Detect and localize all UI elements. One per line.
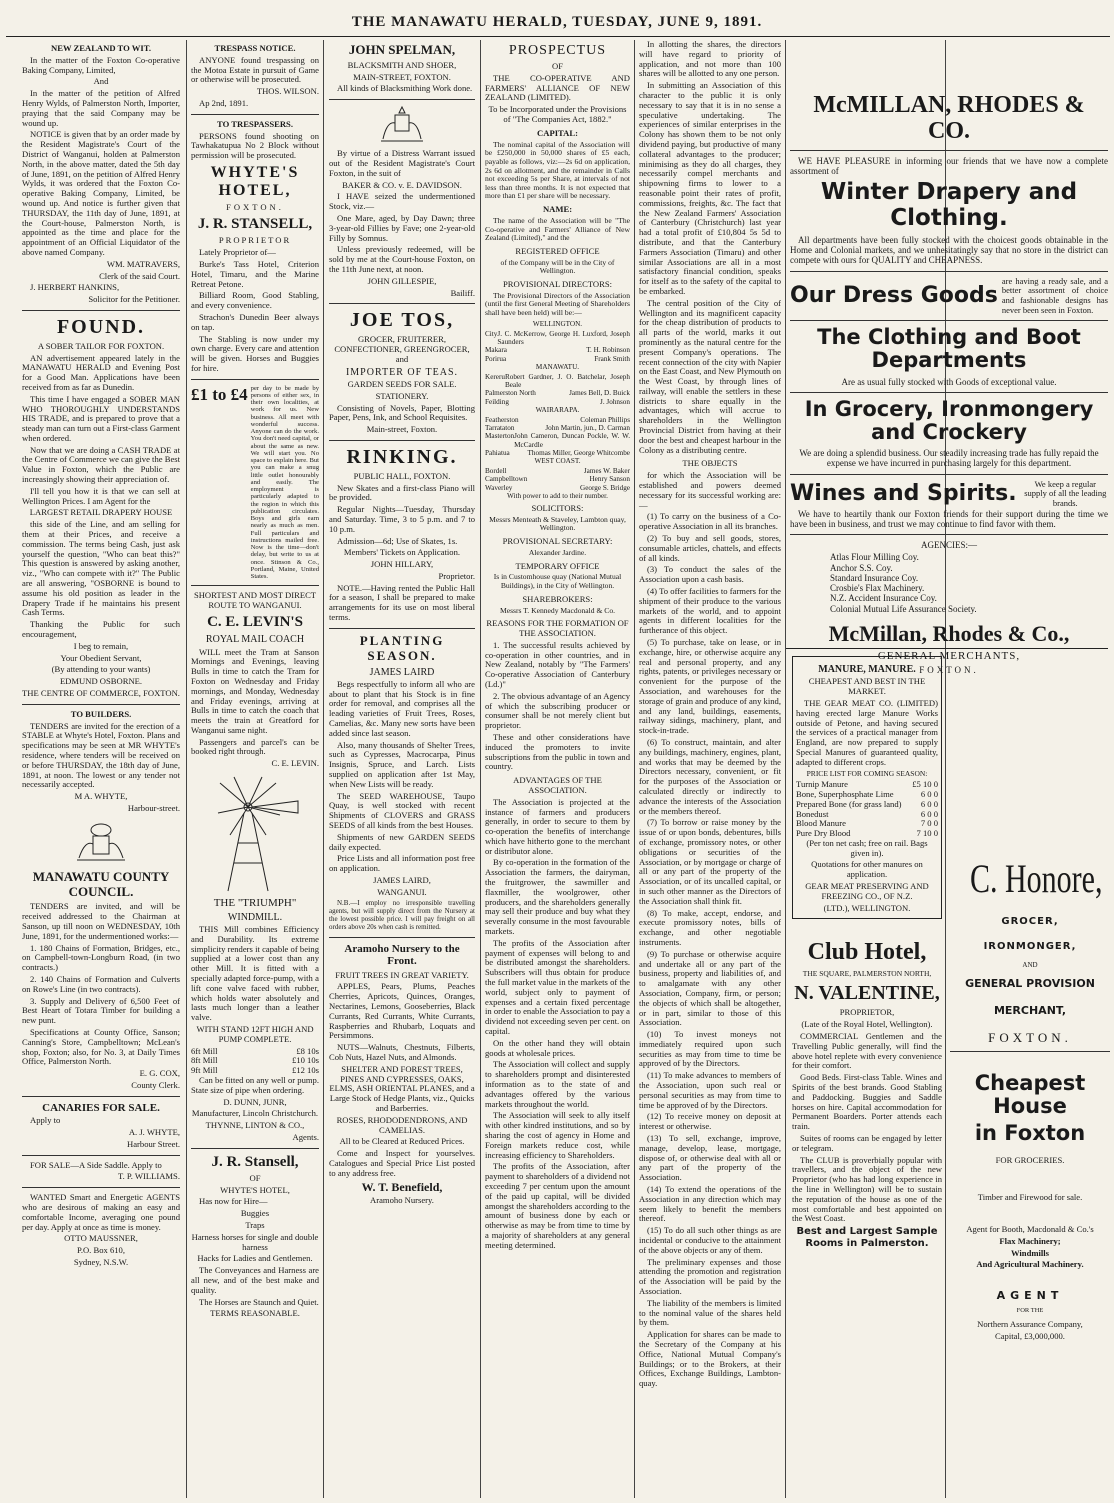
secretary-text: Alexander Jardine. [528,547,587,557]
rinking-text: Members' Tickets on Application. [343,547,461,558]
club-text: Suites of rooms can be engaged by letter or telegram. [792,1132,942,1153]
brokers-heading: SHAREBROKERS: [522,593,593,604]
objects-intro: for which the Association will be established and powers deemed necessary for its successful working are:— [639,470,781,510]
director-row: Campbelltown Henry Sanson [485,475,630,484]
agent-heading: AGENT [996,1289,1064,1303]
rinking-text: New Skates and a first-class Piano will be provided. [329,482,475,503]
honore-heading: C. Honore, [970,856,1103,901]
timber-line: Timber and Firewood for sale. [977,1192,1083,1203]
aramoho-signature: Aramoho Nursery. [370,1195,434,1206]
canaries-signature: Harbour Street. [127,1138,180,1149]
cheapest-line1: Cheapest House [974,1071,1086,1119]
name-heading: NAME: [542,204,573,215]
laird-text: Price Lists and all information post free on application. [329,853,475,874]
gear-signature: (LTD.), WELLINGTON. [823,902,911,913]
canaries-heading: CANARIES FOR SALE. [42,1101,160,1114]
dress-goods [790,277,1108,316]
column-5 [639,40,781,1498]
rinking-signature: Proprietor. [438,570,475,581]
price-list-heading: PRICE LIST FOR COMING SEASON: [806,768,928,778]
found-signature: Your Obedient Servant, [60,652,142,663]
office-heading: REGISTERED OFFICE [515,245,600,256]
prospectus-cont: The central position of the City of Wellington and its magnificent capacity for the cheap distribution of products to all parts of the world, marks it out prominently as the natural centre for the present Company's operations. The recent connection of the city with Napier on the East Coast, and New Plymouth on the West Coast, by through lines of railway, will enable the settlers in these districts to share equally in the advantages, which will accrue to shareholders in the Wellington Provincial District from having at their door the best and cheapest harbour in the Colony as a distributing centre. [639,297,781,455]
director-row: Feilding J. Johnson [485,397,630,406]
honore-line: MERCHANT, [993,1003,1067,1017]
stansell2-item: Traps [245,1220,265,1231]
capital-text: The nominal capital of the Association will be £250,000 in 50,000 shares of £5 each, payable as follows, viz:—2s 6d on application, 2s 6d on allotment, and the remainder in Calls not exceeding 5s per Share, at intervals of not less than three months. It is not expected that more than £1 per share will be necessary. [485,139,630,201]
prospectus-cont: The liability of the members is limited to the nominal value of the shares held by them. [639,1297,781,1328]
stansell2-subheading: WHYTE'S HOTEL, [220,1184,290,1195]
object-item: (14) To extend the operations of the Association in any direction which may seem likely to benefit the members thereof. [639,1184,781,1224]
stansell-text: Billiard Room, Good Stabling, and every convenience. [191,290,319,311]
aramoho-text: SHELTER AND FOREST TREES, PINES AND CYPRESSES, OAKS, ELMS, ASH ORIENTAL PLANES, and a Large Stock of Hedge Plants, viz., Quicks and Barberries. [329,1063,475,1113]
aramoho-signature: W. T. Benefield, [361,1179,443,1194]
wines-heading: Wines and Spirits. [790,481,1017,507]
levin-body: Passengers and parcel's can be booked right through. [191,736,319,757]
director-row: Porirua Frank Smith [485,354,630,363]
notice-signature: Solicitor for the Petitioner. [88,294,180,305]
agency-item: Standard Insurance Coy. [830,572,919,583]
warrant-body: By virtue of a Distress Warrant issued out of the Resident Magistrate's Court Foxton, in the suit of [329,148,475,178]
tos-text: GARDEN SEEDS FOR SALE. [347,378,457,389]
stansell-proprietor: PROPRIETOR [218,235,292,246]
stansell2-item: Buggies [240,1208,270,1219]
notice-signature: WM. MATRAVERS, [106,258,180,269]
object-item: (10) To invest moneys not immediately required upon such securities as may from time to time be approved of by the Directors. [639,1029,781,1069]
wines-text: We keep a regular supply of all the leading brands. [1024,478,1107,508]
wanted-signature: P.O. Box 610, [77,1245,125,1256]
object-item: (4) To offer facilities to farmers for the shipment of their produce to the various markets of the world, and to appoint agents in different localities for the furtherance of this object. [639,586,781,636]
saddle-body: FOR SALE—A Side Saddle. Apply to [30,1159,162,1170]
found-paragraph: I'll tell you how it is that we can sell at Wellington Prices. I am Agent for the [22,485,180,506]
manure-text: THE GEAR MEAT CO. (LIMITED) having erected large Manure Works outside of Petone, and having secured the services of a practical manager from England, are now prepared to supply Special Manures of guaranteed quality, adapted to different crops. [796,697,938,767]
warrant-body: Unless previously redeemed, will be sold by me at the Court-house Foxton, on the 11th June next, at noon. [329,244,475,274]
mcmillan-footer-sub: GENERAL MERCHANTS, [877,650,1021,662]
aramoho-text: All to be Cleared at Reduced Prices. [339,1136,465,1147]
aramoho-text: Come and Inspect for yourselves. Catalogues and Special Price List posted to any address free. [329,1148,475,1178]
solicitors-text: Messrs Menteath & Staveley, Lambton quay, Wellington. [489,514,626,533]
manure-price-row: Prepared Bone (for grass land) 6 0 0 [796,798,938,809]
price-row: 8ft Mill £10 10s [191,1055,319,1066]
club-footer: Best and Largest Sample Rooms in Palmerston. [796,1226,938,1249]
triumph-stand: WITH STAND 12FT HIGH AND PUMP COMPLETE. [196,1023,314,1044]
triumph-subheading: WINDMILL. [227,911,283,923]
manure-price-row: Pure Dry Blood 7 10 0 [796,828,938,839]
builders-heading: TO BUILDERS. [70,708,132,719]
mcmillan-heading: McMILLAN, RHODES & CO. [813,92,1085,145]
director-row: Pahiatua Thomas Miller, George Whitcombe [485,448,630,457]
director-row: Featherston Coleman Phillips [485,416,630,424]
rinking-subheading: PUBLIC HALL, FOXTON. [353,470,451,481]
warrant-body: I HAVE seized the undermentioned Stock, viz.— [329,191,475,212]
found-subheading: A SOBER TAILOR FOR FOXTON. [37,340,165,351]
trespass-date: Ap 2nd, 1891. [199,97,249,108]
directors-heading: PROVISIONAL DIRECTORS: [502,279,613,289]
coat-of-arms-icon [71,818,131,866]
wines-advert [790,480,1108,509]
laird-signature: JAMES LAIRD, [373,875,431,886]
warrant-suit: BAKER & CO. v. E. DAVIDSON. [342,179,462,190]
advantages-text: The Association will seek to ally itself with other kindred institutions, and so by sharing the cost of agency in Home and Foreign markets reduce cost, while increasing efficiency to Shareholders. [485,1110,630,1160]
dress-text: are having a ready sale, and a better assortment of choice and fashionable designs has never been seen in Foxton. [1001,275,1108,315]
council-item: 3. Supply and Delivery of 6,500 Feet of Best Heart of Totara Timber for building a new punt. [22,995,180,1026]
council-item: 1. 180 Chains of Formation, Bridges, etc., on Campbell-town-Longburn Road, (in two contracts.) [22,942,180,973]
club-text: The CLUB is proverbially popular with travellers, and the object of the new Proprietor (who has had long experience in the line in Wellington) will be to sustain the reputation of the house as one of the most comfortable and best appointed on the West Coast. [792,1154,942,1224]
cheapest-groceries: FOR GROCERIES. [995,1154,1065,1165]
object-item: (15) To do all such other things as are incidental or conducive to the attainment of the above objects or any of them. [639,1225,781,1255]
advantages-text: The profits of the Association, after payment to shareholders of a dividend not exceeding 7 per centum upon the amount of the paid up capital, will be divided amongst the shareholders according to the amount of business done by each or otherwise as may be from time to time by a majority of shareholders at any general meeting determined. [485,1161,630,1250]
warrant-signature: Bailiff. [450,287,475,298]
found-signature: EDMUND OSBORNE. [59,676,143,687]
northern-assurance: Northern Assurance Company, [977,1319,1083,1330]
directors-list: WELLINGTON. City J. C. McKerrow, George H. Luxford, Joseph Saunders Makara T. H. Robinson Porirua Frank Smith MANAWATU. Kereru Robert Gardner, J. O. Batchelar, Joseph Beale Palmerston North James Bell, D. Buick Feilding J. Johnson WAIRARAPA. Featherston Coleman Phillips Tarrataton John Martin, jun., D. Carman Masterton John Cameron, Duncan Pockle, W. W. McCardle Pahiatua Thomas Miller, George Whitcombe WEST COAST. Bordell James W. Baker Campbelltown Henry Sanson Waverley George S. Bridge With power to add to their number. [485,319,630,500]
found-paragraph: this side of the Line, and am selling for them at their Prices, and receive a commission. The terms being Cash, just ask yourself the question, "Who can beat this?" This question is answered by asking another, viz., "Who can compete with it?" The Public are all answering, "OSBORNE is bound to assume his old position as leader in the Drapery Trade if he maintains his present Cash Terms. [22,519,180,618]
wanted-signature: OTTO MAUSSNER, [64,1233,138,1244]
stansell-text: Lately Proprietor of— [199,247,276,258]
for-the: FOR THE [1016,1306,1044,1314]
column-rule [186,40,187,1498]
honore-town: FOXTON. [988,1030,1072,1046]
grocery-text: We are doing a splendid business. Our steadily increasing trade has fully repaid the expense we have incurred in purchasing largely for this department. [799,448,1099,469]
levin-signature: C. E. LEVIN. [271,758,319,769]
club-late: (Late of the Royal Hotel, Wellington). [801,1019,933,1030]
object-item: (13) To sell, exchange, improve, manage, develop, lease, mortgage, dispose of, or otherwise deal with all or any part of the property of the Association. [639,1133,781,1183]
found-largest: LARGEST RETAIL DRAPERY HOUSE [29,507,173,518]
spelman-subheading: BLACKSMITH AND SHOER, [347,59,457,70]
director-row: Masterton John Cameron, Duncan Pockle, W. W. McCardle [485,432,630,449]
grocery-heading: In Grocery, Ironmongery and Crockery [804,396,1094,444]
tos-text: IMPORTER OF TEAS. [345,366,459,378]
stansell2-text: Has now for Hire— [199,1196,268,1207]
prospectus-cont: In allotting the shares, the directors will have regard to priority of application, and not more than 100 shares will be allotted to any one person. [639,39,781,79]
stansell-text: The Stabling is now under my own charge. Every care and attention will be given. Horses and Buggies for hire. [191,333,319,373]
reasons-text: These and other considerations have induced the promoters to invite subscriptions from the public in town and country. [485,731,630,772]
dress-heading: Our Dress Goods [790,283,998,309]
notice-heading: NEW ZEALAND TO WIT. [51,43,151,53]
object-item: (3) To conduct the sales of the Association upon a cash basis. [639,564,781,585]
whyte-hotel-town: FOXTON. [226,202,284,213]
column-rule [634,40,635,1498]
club-text: Good Beds. First-class Table. Wines and Spirits of the best brands. Good Stabling and Paddocking. Buggies and Saddle horses on hire. Capital accommodation for Permanent Boarders. Porter attends each train. [792,1072,942,1132]
cheapest-line2: in Foxton [974,1121,1086,1146]
object-item: (6) To construct, maintain, and alter any buildings, machinery, engines, plant, and works that may be deemed by the Directors necessary, convenient, or fit for the purposes of the Association or calculated directly or indirectly to advance the interests of the Association or the members thereof. [639,736,781,816]
aramoho-text: APPLES, Pears, Plums, Peaches Cherries, Apricots, Quinces, Oranges, Nectarines, Lemons, Gooseberries, Black Currants, Red Currants, White Currants, Raspberries and Rhubarb, Loquats and Persimmons. [329,981,475,1041]
planting-heading: PLANTING SEASON. [359,632,445,663]
laird-text: Begs respectfully to inform all who are about to plant that his Stock is in fine order for removal, and comprises all the leading varieties of Fruit Trees, Roses, Camelias, &c. Many new sorts have been added since last season. [329,678,475,738]
stansell-text: Burke's Tass Hotel, Criterion Hotel, Timaru, and the Marine Retreat Petone. [191,258,319,289]
stansell2-text: The Conveyances and Harness are all new, and of the best make and quality. [191,1265,319,1295]
council-item: 2. 140 Chains of Formation and Culverts on Rowe's Line (in two contracts). [22,973,180,994]
director-row: Kereru Robert Gardner, J. O. Batchelar, Joseph Beale [485,372,630,390]
whyte-hotel-heading: WHYTE'S HOTEL, [210,163,300,200]
rinking-note: NOTE.—Having rented the Public Hall for a season, I shall be prepared to make arrangements for its use on most liberal terms. [329,582,475,623]
trespass-signature: THOS. WILSON. [256,86,319,97]
directors-text: The Provisional Directors of the Association (until the first General Meeting of Shareholders shall have been held) will be:— [485,290,630,318]
capital-heading: CAPITAL: [537,127,578,138]
spelman-heading: JOHN SPELMAN, [348,42,456,57]
office-text: of the Company will be in the City of Wellington. [500,257,615,276]
advantages-text: On the other hand they will obtain goods at wholesale prices. [485,1037,630,1058]
director-row: Waverley George S. Bridge [485,483,630,492]
stansell2-item: Hacks for Ladies and Gentlemen. [197,1253,313,1264]
laird-signature: WANGANUI. [377,886,427,897]
stansell2-text: The Horses are Staunch and Quiet. [199,1296,319,1307]
object-item: (1) To carry on the business of a Co-operative Association in all its branches. [639,511,781,532]
aramoho-subheading: FRUIT TREES IN GREAT VARIETY. [335,969,469,980]
found-paragraph: Thanking the Public for such encouragement, [22,619,180,640]
masthead: THE MANAWATU HERALD, TUESDAY, JUNE 9, 1891. [351,14,763,30]
reasons-text: 2. The obvious advantage of an Agency of which the subscribing producer or consumer shall be not merely client but proprietor. [485,690,630,731]
tos-text: Consisting of Novels, Paper, Blotting Paper, Pens, Ink, and School Requisites. [329,402,475,423]
agency-item: Anchor S.S. Coy. [830,562,893,573]
manure-subheading: CHEAPEST AND BEST IN THE MARKET. [808,676,926,697]
notice-matter: In the matter of the Foxton Co-operative Baking Company, Limited, [22,54,180,75]
warrant-signature: JOHN GILLESPIE, [367,275,437,286]
rinking-signature: JOHN HILLARY, [370,559,434,570]
tos-text: STATIONERY. [375,390,429,401]
column-rule [785,40,786,1498]
masthead-rule [6,36,1110,37]
brokers-text: Messrs T. Kennedy Macdonald & Co. [499,605,616,615]
advantages-text: The profits of the Association after payment of expenses will belong to and be distributed amongst the shareholders. Subscribers will thus obtain for produce the full market value in the markets of the world, subject only to payment of expenses and a certain fixed percentage in order to enable the Association to pay a dividend not exceeding seven per cent. on capital. [485,937,630,1037]
director-row: Bordell James W. Baker [485,467,630,476]
money-advert [191,385,319,581]
temp-office-text: Is in Customhouse quay (National Mutual Buildings), in the City of Wellington. [493,572,622,591]
triumph-signature: D. DUNN, JUNR, [223,1096,287,1107]
aramoho-heading: Aramoho Nursery to the Front. [344,942,460,968]
solicitors-heading: SOLICITORS: [531,503,584,514]
advantages-text: The Association is projected at the instance of farmers and producers generally, in order to secure to them by co-operation the benefits of interchange which have hitherto gone to the merchant or distributor alone. [485,796,630,856]
winter-heading: Winter Drapery and Clothing. [820,179,1078,231]
prospectus-cont: In submitting an Association of this character to the public it is only necessary to say that it is in no sense a speculative undertaking. The experiences of similar enterprises in the Colony has shown them to be not only dividend paying, but productive of many collateral advantages to the producer; minimising as they do all charges, they necessarily compel merchants and shipowning firms to lower to a reasonable point their rates of profit, commissions, freights, &c. The fact that the New Zealand Farmers' Association of Canterbury (Christchurch) last year had a total profit of £10,804 5s 5d to distribute, and that the Canterbury Farmers Association (Timaru) and other similar Associations are all in a most satisfactory financial condition, speaks for itself as to the safety of the capital to be embarked. [639,80,781,296]
triumph-body: THIS Mill combines Efficiency and Durability. Its extreme simplicity renders it capable of being supplied at a lower cost than any other Mill. It is fitted with a specially adapted force-pump, with a lift cone valve faced with rubber, which holds water absolutely and lasts much longer than a leather valve. [191,924,319,1023]
object-item: (5) To purchase, take on lease, or in exchange, hire, or otherwise acquire any real and personal property, and any rights, patents, or privileges necessary or convenient for the purpose of the Association, and warehouses for the storage of grain and produce of any kind, and any land, buildings, easements, railway sidings, machinery, plant, and stock-in-trade. [639,637,781,736]
trespass-heading: TRESPASS NOTICE. [214,43,296,53]
council-body: Specifications at County Office, Sanson; Canning's Store, Campbelltown; McLean's shop, Foxton; also, for No. 3, at Daily Times Office, Palmerston North. [22,1026,180,1067]
notice-and: And [93,76,109,87]
northern-capital: Capital, £3,000,000. [995,1331,1065,1342]
manure-heading: MANURE, MANURE. [818,664,916,675]
found-signature: THE CENTRE OF COMMERCE, FOXTON. [22,688,180,699]
stansell-text: Strachon's Dunedin Beer always on tap. [191,311,319,332]
object-item: (11) To make advances to members of the Association, upon such real or personal securities as may from time to time be approved of by the Directors. [639,1070,781,1110]
warrant-body: One Mare, aged, by Day Dawn; three 3-year-old Fillies by Fave; one 2-year-old Filly by Somnus. [329,212,475,243]
mcmillan-text: All departments have been fully stocked with the choicest goods obtainable in the Home and Colonial markets, and we unhesitatingly say that no store in the district can compete with ours for QUALITY and CHEAPNESS. [790,234,1108,266]
clothing-heading: The Clothing and Boot Departments [817,325,1081,373]
manure-box [792,656,942,919]
objects-heading: THE OBJECTS [682,458,738,469]
found-signature: I beg to remain, [73,640,129,651]
stansell-heading: J. R. STANSELL, [197,216,313,233]
manure-note: (Per ton net cash; free on rail. Bags given in). [806,837,928,858]
council-heading: MANAWATU COUNTY COUNCIL. [32,868,170,899]
found-paragraph: Now that we are doing a CASH TRADE at the Centre of Commerce we can give the Best Value in Foxton, which the Public are increasingly showing their appreciation of. [22,444,180,485]
notice-body: NOTICE is given that by an order made by the Resident Magistrate's Court of the District of Wanganui, holden at Palmerston North, in the above matter, dated the 5th day of June, 1891, on the petition of Alfred Henry Wylds, it was ordered that the Foxton Co-operative Baking Company, Limited, be wound up. And notice is further given that THURSDAY, the 11th day of June, 1891, at the Court-house, Palmerston North, is appointed as the time and place for the appointment of an Official Liquidator of the above named Company. [22,129,180,257]
object-item: (12) To receive money on deposit at interest or otherwise. [639,1111,781,1132]
object-item: (9) To purchase or otherwise acquire and undertake all or any part of the business, property and liabilities of, and to amalgamate with any other Association, Company, firm, or person; the objects of which shall be altogether, or in part, similar to those of this Association. [639,948,781,1028]
canaries-signature: A. J. WHYTE, [128,1127,180,1138]
saddle-signature: T. P. WILLIAMS. [118,1171,180,1182]
aramoho-text: NUTS—Walnuts, Chestnuts, Filberts, Cob Nuts, Hazel Nuts, and Almonds. [329,1042,475,1062]
agency-item: Colonial Mutual Life Assurance Society. [830,603,977,614]
laird-text: The SEED WAREHOUSE, Taupo Quay, is well stocked with recent Shipments of CLOVERS and GRASS SEEDS of all kinds from the best Houses. [329,790,475,831]
honore-line: GROCER, [1001,915,1059,927]
agent-booth: Agent for Booth, Macdonald & Co.'s [966,1224,1094,1235]
advantages-text: By co-operation in the formation of the Association the farmers, the dairyman, the fruitgrower, the sawmiller and flaxmiller, the woolgrower, other producers, and the shareholders generally may sell their produce and buy what they severally consume in the most favourable markets. [485,857,630,937]
wanted-signature: Sydney, N.S.W. [73,1257,129,1268]
honore-line: AND [1022,961,1038,970]
tos-text: GROCER, FRUITERER, CONFECTIONER, GREENGROCER, and [334,334,470,364]
prospectus-of: OF [552,60,563,71]
manure-price-row: Bonedust 6 0 0 [796,808,938,819]
gear-signature: GEAR MEAT PRESERVING AND FREEZING CO., OF N.Z. [805,881,929,901]
canaries-body: Apply to [30,1115,61,1126]
trespassers-body: PERSONS found shooting on Tawhakatupua No 2 Block without permission will be prosecuted. [191,130,319,161]
manure-price-row: Bone, Superphosphate Lime 6 0 0 [796,788,938,799]
agencies-heading: AGENCIES:— [921,540,977,551]
council-body: TENDERS are invited, and will be received addressed to the Chairman at Sanson, up till noon on WEDNESDAY, 10th June, 1891, for the undermentioned works:— [22,901,180,941]
aramoho-text: ROSES, RHODODENDRONS, AND CAMELIAS. [336,1114,468,1135]
builders-signature: M A. WHYTE, [74,791,128,802]
prospectus-cont: Application for shares can be made to the Secretary of the Company at his Office, National Mutual Company's Buildings; or to the Brokers, at their Offices, Exchange Buildings, Lambton-quay. [639,1329,781,1389]
price-row: 9ft Mill £12 10s [191,1065,319,1076]
honore-line: IRONMONGER, [983,940,1077,952]
notice-petition: In the matter of the petition of Alfred Henry Wylds, of Palmerston North, Importer, praying that the said Company may be wound up. [22,88,180,128]
agencies-list [790,552,1108,614]
column-2 [191,40,319,1498]
column-3 [329,40,475,1498]
column-rule [323,40,324,1498]
notice-signature: Clerk of the said Court. [99,270,180,281]
trespass-body: ANYONE found trespassing on the Motoa Estate in pursuit of Game or otherwise will be prosecuted. [191,54,319,85]
wanted-body: WANTED Smart and Energetic AGENTS who are desirous of making an easy and comfortable Income, averaging one pound per day. Apply at once as time is money. [22,1192,180,1232]
trespassers-heading: TO TRESPASSERS. [217,118,293,129]
spelman-body: All kinds of Blacksmithing Work done. [337,83,473,94]
column-7 [792,656,942,1496]
object-item: (2) To buy and sell goods, stores, consumable articles, chattels, and effects of all kinds. [639,533,781,563]
triumph-body: Can be fitted on any well or pump. State size of pipe when ordering. [191,1074,319,1095]
found-heading: FOUND. [56,315,146,338]
triumph-signature: Agents. [292,1131,319,1142]
advantages-heading: ADVANTAGES OF THE ASSOCIATION. [513,775,602,795]
rinking-text: Regular Nights—Tuesday, Thursday and Saturday. Time, 3 to 5 p.m. and 7 to 10 p.m. [329,504,475,534]
mcmillan-footer-heading: McMillan, Rhodes & Co., [828,620,1070,646]
club-hotel-heading: Club Hotel, [807,939,927,966]
agency-item: N.Z. Accident Insurance Coy. [830,593,937,604]
reasons-heading: REASONS FOR THE FORMATION OF THE ASSOCIATION. [486,618,629,638]
tos-heading: JOE TOS, [349,309,455,332]
director-row: Palmerston North James Bell, D. Buick [485,389,630,398]
money-headline: £1 to £4 [191,384,248,404]
rinking-text: Admission—6d; Use of Skates, 1s. [337,535,458,546]
rinking-heading: RINKING. [346,445,458,468]
spelman-address: MAIN-STREET, FOXTON. [353,71,451,82]
manure-note: Quotations for other manures on application. [811,859,923,880]
royal-arms-icon [377,105,427,145]
agent-item: Flax Machinery; [999,1235,1061,1246]
column-4 [485,40,630,1498]
object-item: (8) To make, accept, endorse, and execute promissory notes, bills of exchange, and other negotiable instruments. [639,907,781,947]
agency-item: Atlas Flour Milling Coy. [830,552,919,563]
triumph-heading: THE "TRIUMPH" [213,897,297,910]
manure-price-row: Blood Manure 7 0 0 [796,818,938,829]
laird-note: N.B.—I employ no irresponsible travelling agents, but will supply direct from the Nursery at the lowest possible price. I will pay freight on all orders above 20s when cash is remitted. [329,898,475,931]
found-signature: (By attending to your wants) [51,664,151,675]
name-text: The name of the Association will be "The Co-operative and Farmers' Alliance of New Zealand (Limited)," and the [485,215,630,243]
builders-signature: Harbour-street. [127,802,180,813]
column-1 [22,40,180,1498]
found-paragraph: This time I have engaged a SOBER MAN WHO THOROUGHLY UNDERSTANDS HIS TRADE, and is prepared to prove that a steady man can turn out a First-class Garment when ordered. [22,393,180,443]
mcmillan-text: WE HAVE PLEASURE in informing our friends that we have now a complete assortment of [790,155,1108,177]
triumph-price-list [191,1047,319,1076]
prospectus-cont: The preliminary expenses and those attending the promotion and registration of the Association will be paid by the Association. [639,1256,781,1297]
temp-office-heading: TEMPORARY OFFICE [515,560,600,571]
advantages-text: The Association will collect and supply to shareholders prompt and disinterested information as to the state of and advantages offered by the various markets throughout the world. [485,1059,630,1109]
secretary-heading: PROVISIONAL SECRETARY: [502,536,613,547]
clothing-text: Are as usual fully stocked with Goods of exceptional value. [841,376,1057,387]
laird-heading: JAMES LAIRD [369,666,435,678]
manure-price-row: Turnip Manure £5 10 0 [796,779,938,790]
triumph-signature: THYNNE, LINTON & CO., [205,1120,305,1131]
laird-text: Also, many thousands of Shelter Trees, such as Cypresses, Macrocarpa, Pinus Insignis, Spruce, and Larch. Lists supplied on application after 1st May, when New Lists will be ready. [329,739,475,789]
stansell2-terms: TERMS REASONABLE. [210,1308,300,1319]
object-item: (7) To borrow or raise money by the issue of or upon bonds, debentures, bills of exchange, promissory notes, or other obligations or securities of the Association, or by mortgage or charge of all or any part of the property of the Association, or of its uncalled capital, or in such other manner as the Directors of the Association shall think fit. [639,817,781,906]
prospectus-heading: PROSPECTUS [508,43,607,58]
section-rule [786,648,1108,649]
wines-body: We have to heartily thank our Foxton friends for their support during the time we have been in business, and trust we may continue to find favor with them. [790,508,1108,529]
tos-text: Main-street, Foxton. [366,424,438,435]
mcmillan-footer-town: FOXTON. [919,664,979,675]
stansell2-item: Harness horses for single and double harness [191,1231,319,1252]
director-row: Tarrataton John Martin, jun., D. Carman [485,424,630,433]
route-heading: SHORTEST AND MOST DIRECT ROUTE TO WANGANUI. [193,590,317,611]
windmill-icon [200,773,310,893]
honore-line: GENERAL PROVISION [965,977,1095,991]
builders-body: TENDERS are invited for the erection of a STABLE at Whyte's Hotel, Foxton. Plans and specifications may be seen at MR WHYTE's residence, where tenders will be received on or before THURSDAY, the 18th day of June, 1891, at noon. The lowest or any tender not necessarily accepted. [22,720,180,790]
manure-price-list [796,780,938,839]
agent-item: And Agricultural Machinery. [976,1259,1084,1270]
agency-item: Crosbie's Flax Machinery. [830,583,925,594]
director-row: City J. C. McKerrow, George H. Luxford, Joseph Saunders [485,329,630,347]
triumph-signature: Manufacturer, Lincoln Christchurch. [191,1108,319,1119]
prospectus-text: To be Incorporated under the Provisions of "The Companies Act, 1882." [488,104,627,124]
found-paragraph: AN advertisement appeared lately in the MANAWATU HERALD and Evening Post for a Good Man. Applications have been received from as far as Dunedin. [22,352,180,392]
council-signature: E. G. COX, [139,1068,180,1079]
levin-heading: C. E. LEVIN'S [207,614,303,631]
council-signature: County Clerk. [131,1079,180,1090]
agent-item: Windmills [1010,1247,1050,1258]
reasons-text: 1. The successful results achieved by co-operation in other countries, and in New Zealand, notably by "The Farmers' Co-operative Association of Canterbury (Ld.)" [485,639,630,689]
notice-signature: J. HERBERT HANKINS, [30,282,120,293]
laird-text: Shipments of new GARDEN SEEDS daily expected. [329,831,475,852]
prospectus-text: THE CO-OPERATIVE AND FARMERS' ALLIANCE OF NEW ZEALAND (LIMITED). [485,72,630,103]
club-text: COMMERCIAL Gentlemen and the Travelling Public generally, will find the above hotel replete with every convenience for their comfort. [792,1031,942,1071]
club-proprietor-name: N. VALENTINE, [794,982,940,1005]
money-body: per day to be made by persons of either sex, in their own localities, at work for us. New business. All meet with wonderful success. Anyone can do the work. You don't need capital, or about the same as new. We will start you. No space to explain here. But you can make a snug little outlet honourably and easily. The employment is particularly adapted to the region in which this publication circulates. Boys and girls earn nearly as much as men. Full particulars and instructions mailed free. Now is the time—don't delay, but write to us at once. Stinson & Co., Portland, Maine, United States. [250,384,319,581]
stansell2-of: OF [249,1172,261,1183]
levin-body: WILL meet the Tram at Sanson Mornings and Evenings, leaving Bulls in time to catch the Tram for Foxton on Wednesday and Friday mornings, and Monday, Wednesday and Friday evenings, arriving at Bulls in time to catch the coach that meets the train at Greatford for Wanganui same night. [191,646,319,735]
stansell2-heading: J. R. Stansell, [211,1153,299,1170]
price-row: 6ft Mill £8 10s [191,1045,319,1056]
club-address: THE SQUARE, PALMERSTON NORTH, [802,968,932,978]
director-row: Makara T. H. Robinson [485,346,630,355]
levin-subheading: ROYAL MAIL COACH [205,634,305,646]
club-proprietor: PROPRIETOR, [839,1007,895,1018]
column-8 [950,656,1110,1496]
column-rule [480,40,481,1498]
